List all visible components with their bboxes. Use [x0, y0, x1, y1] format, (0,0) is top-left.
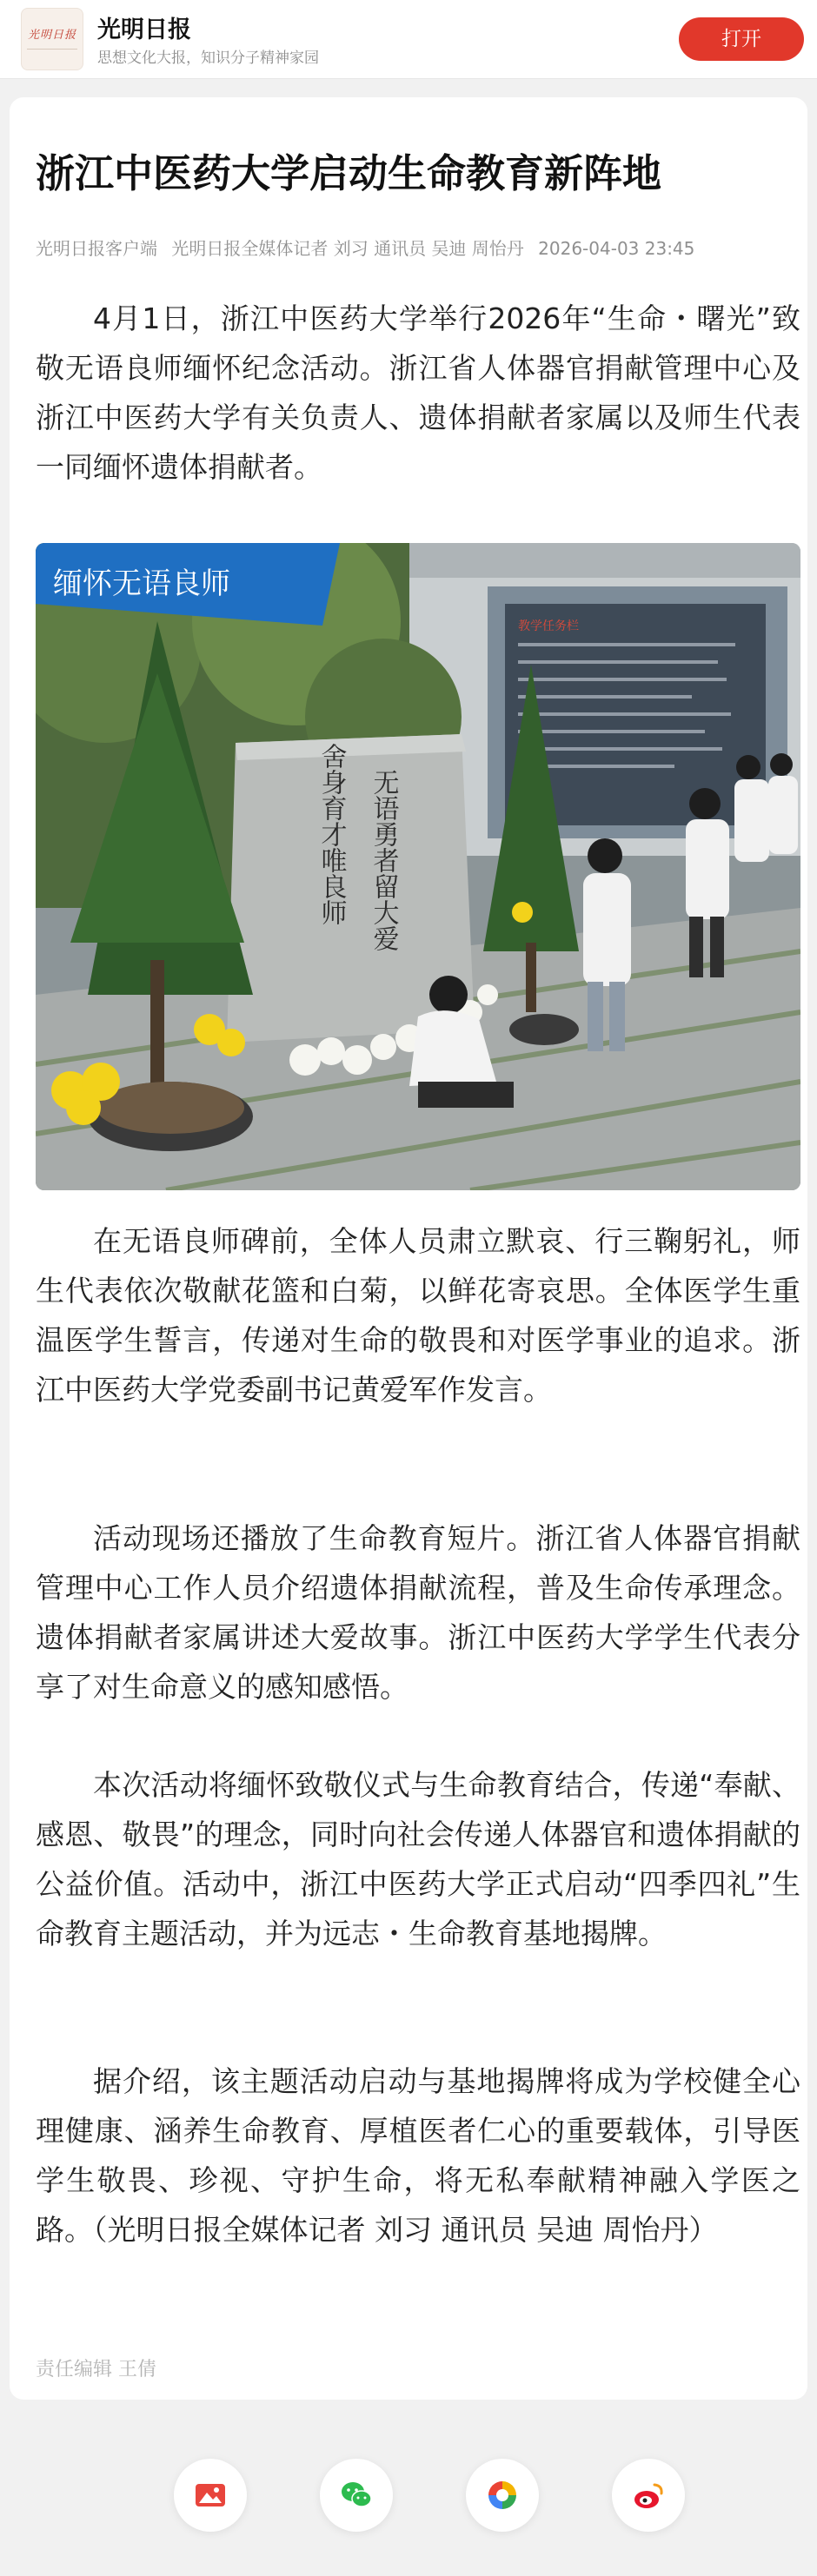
article-source: 光明日报客户端 [36, 238, 157, 259]
article-photo[interactable] [36, 543, 800, 1190]
stone-inscription-left: 舍身育才唯良师 [316, 743, 347, 925]
stone-inscription-right: 无语勇者留大爱 [368, 769, 399, 951]
share-wechat-button[interactable] [320, 2459, 393, 2532]
image-icon [193, 2478, 228, 2513]
weibo-icon [631, 2478, 666, 2513]
wechat-icon [339, 2478, 374, 2513]
article-paragraph: 本次活动将缅怀致敬仪式与生命教育结合，传递“奉献、感恩、敬畏”的理念，同时向社会传递人体器官和遗体捐献的公益价值。活动中，浙江中医药大学正式启动“四季四礼”生命教育主题活动，并为远志・生命教育基地揭牌。 [36, 1768, 800, 1950]
guangming-daily-logo [21, 8, 83, 70]
share-moments-button[interactable] [466, 2459, 539, 2532]
article-paragraph: 活动现场还播放了生命教育短片。浙江省人体器官捐献管理中心工作人员介绍遗体捐献流程，普及生命传承理念。遗体捐献者家属讲述大爱故事。浙江中医药大学学生代表分享了对生命意义的感知感悟。 [36, 1521, 800, 1704]
moments-icon [485, 2478, 520, 2513]
share-weibo-button[interactable] [612, 2459, 685, 2532]
board-title: 教学任务栏 [518, 619, 579, 633]
article-title: 浙江中医药大学启动生命教育新阵地 [36, 150, 662, 196]
photo-banner-text: 缅怀无语良师 [53, 566, 230, 601]
responsible-editor: 责任编辑 王倩 [36, 2359, 156, 2381]
article-paragraph: 在无语良师碑前，全体人员肃立默哀、行三鞠躬礼，师生代表依次敬献花篮和白菊，以鲜花寄哀思。全体医学生重温医学生誓言，传递对生命的敬畏和对医学事业的追求。浙江中医药大学党委副书记黄爱军作发言。 [36, 1224, 800, 1407]
open-app-button[interactable]: 打开 [679, 17, 804, 61]
article-paragraph: 4月1日，浙江中医药大学举行2026年“生命・曙光”致敬无语良师缅怀纪念活动。浙江省人体器官捐献管理中心及浙江中医药大学有关负责人、遗体捐献者家属以及师生代表一同缅怀遗体捐献者。 [36, 301, 800, 484]
share-image-button[interactable] [174, 2459, 247, 2532]
app-name: 光明日报 [97, 17, 191, 43]
article-meta [36, 235, 783, 260]
article-authors: 光明日报全媒体记者 刘习 通讯员 吴迪 周怡丹 [171, 238, 524, 259]
article-card [10, 97, 807, 2400]
article-datetime: 2026-04-03 23:45 [538, 238, 695, 259]
app-slogan: 思想文化大报，知识分子精神家园 [97, 50, 319, 67]
logo-seal: 光明日报 [27, 29, 76, 42]
article-paragraph: 据介绍，该主题活动启动与基地揭牌将成为学校健全心理健康、涵养生命教育、厚植医者仁心的重要载体，引导医学生敬畏、珍视、守护生命，将无私奉献精神融入学医之路。（光明日报全媒体记者 刘习 通讯员 吴迪 周怡丹） [36, 2064, 800, 2247]
app-download-banner [0, 0, 817, 79]
